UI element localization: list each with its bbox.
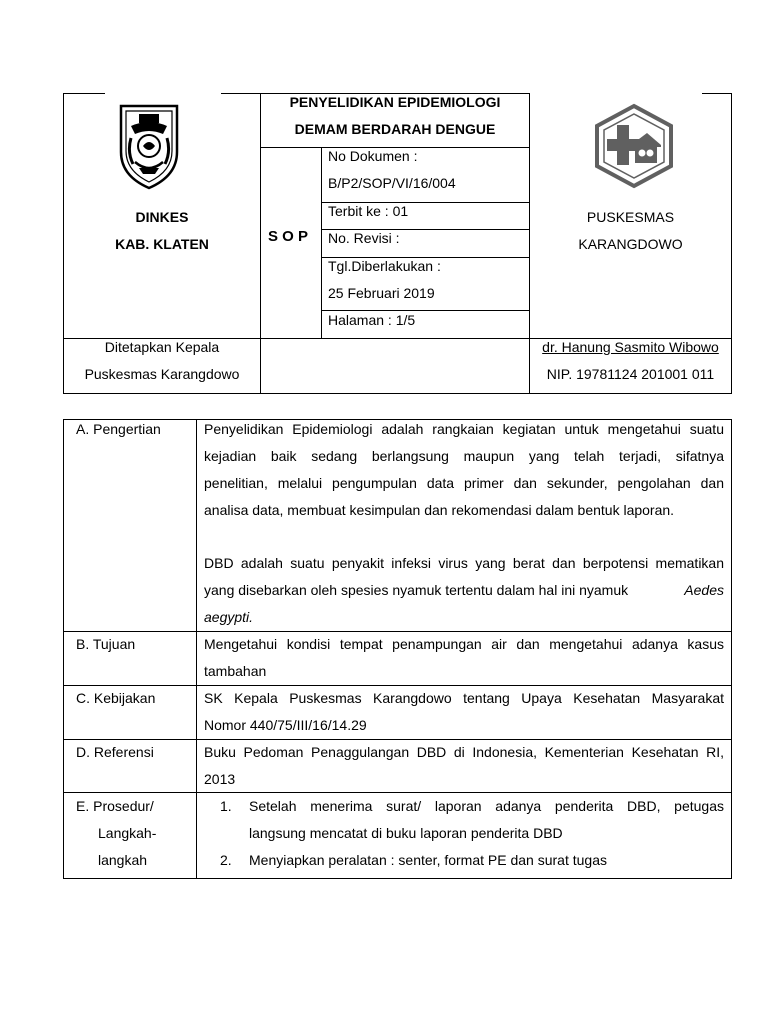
dbd-line-2 (204, 577, 724, 604)
label-langkah: Langkah- (98, 825, 157, 841)
dbd-line-1: DBD adalah suatu penyakit infeksi virus yang berat dan berpotensi mematikan (204, 555, 724, 571)
content-right-border (731, 419, 732, 879)
ditetapkan-kepala: Ditetapkan Kepala (104, 339, 220, 355)
puskesmas-karangdowo: Puskesmas Karangdowo (84, 366, 240, 382)
sop-label: S O P (268, 228, 309, 245)
header-top-border-left (63, 93, 105, 94)
klaten-coat-of-arms-icon (117, 100, 181, 190)
step-2-number: 2. (220, 852, 232, 868)
pengertian-line-3: penelitian, melalui pengumpulan data primer dan sekunder, pengolahan dan (204, 475, 724, 491)
aedes-text: Aedes (684, 582, 724, 598)
label-pengertian: A. Pengertian (76, 421, 161, 437)
referensi-line-2: 2013 (204, 771, 236, 787)
label-tujuan: B. Tujuan (76, 636, 136, 652)
document-title-line2: DEMAM BERDARAH DENGUE (294, 121, 496, 137)
label-referensi: D. Referensi (76, 744, 154, 760)
label-prosedur: E. Prosedur/ (76, 798, 154, 814)
content-bottom-border (63, 878, 732, 879)
label-langkah-2: langkah (98, 852, 148, 868)
kebijakan-line-1: SK Kepala Puskesmas Karangdowo tentang Upaya Kesehatan Masyarakat (204, 690, 724, 706)
step-1-number: 1. (220, 798, 232, 814)
document-title-line1: PENYELIDIKAN EPIDEMIOLOGI (289, 94, 501, 110)
header-bottom-border (63, 393, 732, 394)
tujuan-line-1: Mengetahui kondisi tempat penampungan air dan mengetahui adanya kasus (204, 636, 724, 652)
label-kebijakan: C. Kebijakan (76, 690, 156, 706)
aegypti-text: aegypti. (204, 609, 254, 625)
kab-klaten-label: KAB. KLATEN (115, 236, 209, 252)
dbd-line-2-text: yang disebarkan oleh spesies nyamuk tertentu dalam hal ini nyamuk (204, 582, 629, 598)
header-right-border (731, 93, 732, 393)
puskesmas-logo (591, 103, 677, 189)
no-dokumen-value: B/P2/SOP/VI/16/004 (328, 175, 456, 191)
halaman: Halaman : 1/5 (328, 312, 416, 328)
pengertian-line-2: kejadian baik sedang berlangsung maupun yang telah terjadi, sifatnya (204, 448, 724, 464)
tgl-diberlakukan-label: Tgl.Diberlakukan : (328, 258, 441, 274)
puskesmas-label: PUSKESMAS (586, 209, 675, 225)
content-left-border (63, 419, 64, 879)
no-revisi: No. Revisi : (328, 230, 400, 246)
klaten-logo (117, 100, 181, 190)
step-2-line-1: Menyiapkan peralatan : senter, format PE dan surat tugas (249, 852, 607, 868)
puskesmas-hexagon-icon (591, 103, 677, 189)
tgl-diberlakukan-value: 25 Februari 2019 (328, 285, 435, 301)
karangdowo-label: KARANGDOWO (578, 236, 683, 252)
terbit-ke: Terbit ke : 01 (328, 203, 409, 219)
referensi-line-1: Buku Pedoman Penaggulangan DBD di Indonesia, Kementerian Kesehatan RI, (204, 744, 724, 760)
tujuan-line-2: tambahan (204, 663, 267, 679)
signer-nip: NIP. 19781124 201001 011 (546, 366, 715, 382)
step-1-line-1: Setelah menerima surat/ laporan adanya penderita DBD, petugas (249, 798, 724, 814)
content-column-divider (196, 419, 197, 879)
header-top-border-right (702, 93, 732, 94)
pengertian-line-4: analisa data, membuat kesimpulan dan rekomendasi dalam bentuk laporan. (204, 502, 675, 518)
kebijakan-line-2: Nomor 440/75/III/16/14.29 (204, 717, 367, 733)
no-dokumen-label: No Dokumen : (328, 148, 418, 164)
signer-name: dr. Hanung Sasmito Wibowo (542, 339, 719, 355)
step-1-line-2: langsung mencatat di buku laporan penderita DBD (249, 825, 563, 841)
dinkes-label: DINKES (135, 209, 189, 225)
pengertian-line-1: Penyelidikan Epidemiologi adalah rangkaian kegiatan untuk mengetahui suatu (204, 421, 724, 437)
